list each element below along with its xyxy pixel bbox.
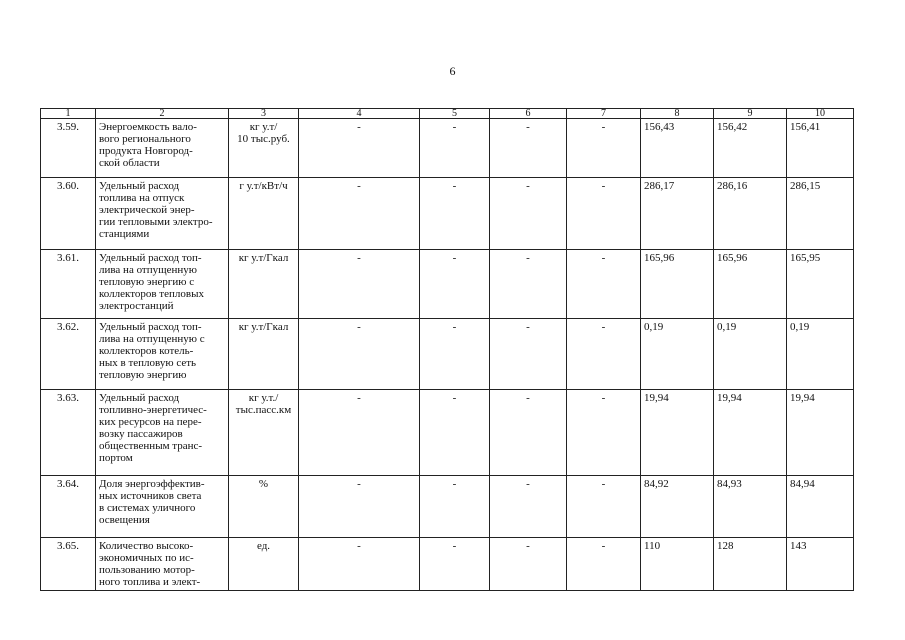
unit-of-measure: кг у.т./ тыс.пасс.км bbox=[229, 390, 299, 476]
value-col-6: - bbox=[490, 178, 567, 250]
row-number: 3.59. bbox=[41, 119, 96, 178]
indicators-table bbox=[40, 108, 854, 591]
indicator-name: Удельный расход топлива на отпуск электрической энер- гии тепловыми электро- станциями bbox=[96, 178, 229, 250]
value-col-4: - bbox=[299, 250, 420, 319]
value-col-6: - bbox=[490, 119, 567, 178]
row-number: 3.60. bbox=[41, 178, 96, 250]
value-col-4: - bbox=[299, 476, 420, 538]
value-col-6: - bbox=[490, 319, 567, 390]
value-col-8: 286,17 bbox=[641, 178, 714, 250]
value-col-7: - bbox=[567, 390, 641, 476]
header-cell: 1 bbox=[41, 109, 96, 119]
indicator-name: Удельный расход топ- лива на отпущенную с коллекторов котель- ных в тепловую сеть тепловую энергию bbox=[96, 319, 229, 390]
row-number: 3.63. bbox=[41, 390, 96, 476]
value-col-10: 165,95 bbox=[787, 250, 854, 319]
value-col-9: 165,96 bbox=[714, 250, 787, 319]
row-number: 3.61. bbox=[41, 250, 96, 319]
table-row bbox=[41, 319, 854, 390]
unit-of-measure: кг у.т/Гкал bbox=[229, 250, 299, 319]
indicator-name: Удельный расход топливно-энергетичес- ких ресурсов на пере- возку пассажиров общественным транс- портом bbox=[96, 390, 229, 476]
value-col-7: - bbox=[567, 538, 641, 591]
indicator-name: Количество высоко- экономичных по ис- пользованию мотор- ного топлива и элект- bbox=[96, 538, 229, 591]
value-col-9: 19,94 bbox=[714, 390, 787, 476]
value-col-5: - bbox=[420, 250, 490, 319]
value-col-4: - bbox=[299, 119, 420, 178]
value-col-4: - bbox=[299, 538, 420, 591]
value-col-5: - bbox=[420, 538, 490, 591]
table-row bbox=[41, 538, 854, 591]
value-col-8: 84,92 bbox=[641, 476, 714, 538]
value-col-10: 286,15 bbox=[787, 178, 854, 250]
header-row bbox=[41, 109, 854, 119]
page-number: 6 bbox=[449, 64, 456, 78]
value-col-8: 156,43 bbox=[641, 119, 714, 178]
header-cell: 6 bbox=[490, 109, 567, 119]
table-row bbox=[41, 390, 854, 476]
value-col-8: 19,94 bbox=[641, 390, 714, 476]
value-col-9: 128 bbox=[714, 538, 787, 591]
value-col-6: - bbox=[490, 538, 567, 591]
value-col-10: 0,19 bbox=[787, 319, 854, 390]
table-row bbox=[41, 178, 854, 250]
header-cell: 8 bbox=[641, 109, 714, 119]
header-cell: 2 bbox=[96, 109, 229, 119]
unit-of-measure: ед. bbox=[229, 538, 299, 591]
value-col-5: - bbox=[420, 119, 490, 178]
value-col-10: 143 bbox=[787, 538, 854, 591]
value-col-5: - bbox=[420, 319, 490, 390]
table-row bbox=[41, 476, 854, 538]
value-col-9: 84,93 bbox=[714, 476, 787, 538]
header-cell: 4 bbox=[299, 109, 420, 119]
indicator-name: Энергоемкость вало- вого регионального продукта Новгород- ской области bbox=[96, 119, 229, 178]
value-col-4: - bbox=[299, 319, 420, 390]
table-body bbox=[41, 119, 854, 591]
value-col-5: - bbox=[420, 390, 490, 476]
header-cell: 5 bbox=[420, 109, 490, 119]
value-col-7: - bbox=[567, 119, 641, 178]
header-cell: 7 bbox=[567, 109, 641, 119]
table-row bbox=[41, 250, 854, 319]
value-col-10: 84,94 bbox=[787, 476, 854, 538]
value-col-7: - bbox=[567, 250, 641, 319]
header-cell: 9 bbox=[714, 109, 787, 119]
unit-of-measure: % bbox=[229, 476, 299, 538]
value-col-8: 110 bbox=[641, 538, 714, 591]
value-col-6: - bbox=[490, 476, 567, 538]
value-col-5: - bbox=[420, 178, 490, 250]
value-col-7: - bbox=[567, 178, 641, 250]
value-col-7: - bbox=[567, 319, 641, 390]
header-cell: 3 bbox=[229, 109, 299, 119]
row-number: 3.65. bbox=[41, 538, 96, 591]
table-row bbox=[41, 119, 854, 178]
value-col-7: - bbox=[567, 476, 641, 538]
value-col-6: - bbox=[490, 250, 567, 319]
unit-of-measure: г у.т/кВт/ч bbox=[229, 178, 299, 250]
unit-of-measure: кг у.т/ 10 тыс.руб. bbox=[229, 119, 299, 178]
header-cell: 10 bbox=[787, 109, 854, 119]
value-col-6: - bbox=[490, 390, 567, 476]
row-number: 3.62. bbox=[41, 319, 96, 390]
value-col-9: 0,19 bbox=[714, 319, 787, 390]
value-col-4: - bbox=[299, 178, 420, 250]
unit-of-measure: кг у.т/Гкал bbox=[229, 319, 299, 390]
indicator-name: Доля энергоэффектив- ных источников света в системах уличного освещения bbox=[96, 476, 229, 538]
indicator-name: Удельный расход топ- лива на отпущенную тепловую энергию с коллекторов тепловых электростанций bbox=[96, 250, 229, 319]
value-col-5: - bbox=[420, 476, 490, 538]
value-col-4: - bbox=[299, 390, 420, 476]
value-col-10: 19,94 bbox=[787, 390, 854, 476]
value-col-8: 0,19 bbox=[641, 319, 714, 390]
value-col-9: 286,16 bbox=[714, 178, 787, 250]
value-col-10: 156,41 bbox=[787, 119, 854, 178]
value-col-8: 165,96 bbox=[641, 250, 714, 319]
value-col-9: 156,42 bbox=[714, 119, 787, 178]
row-number: 3.64. bbox=[41, 476, 96, 538]
